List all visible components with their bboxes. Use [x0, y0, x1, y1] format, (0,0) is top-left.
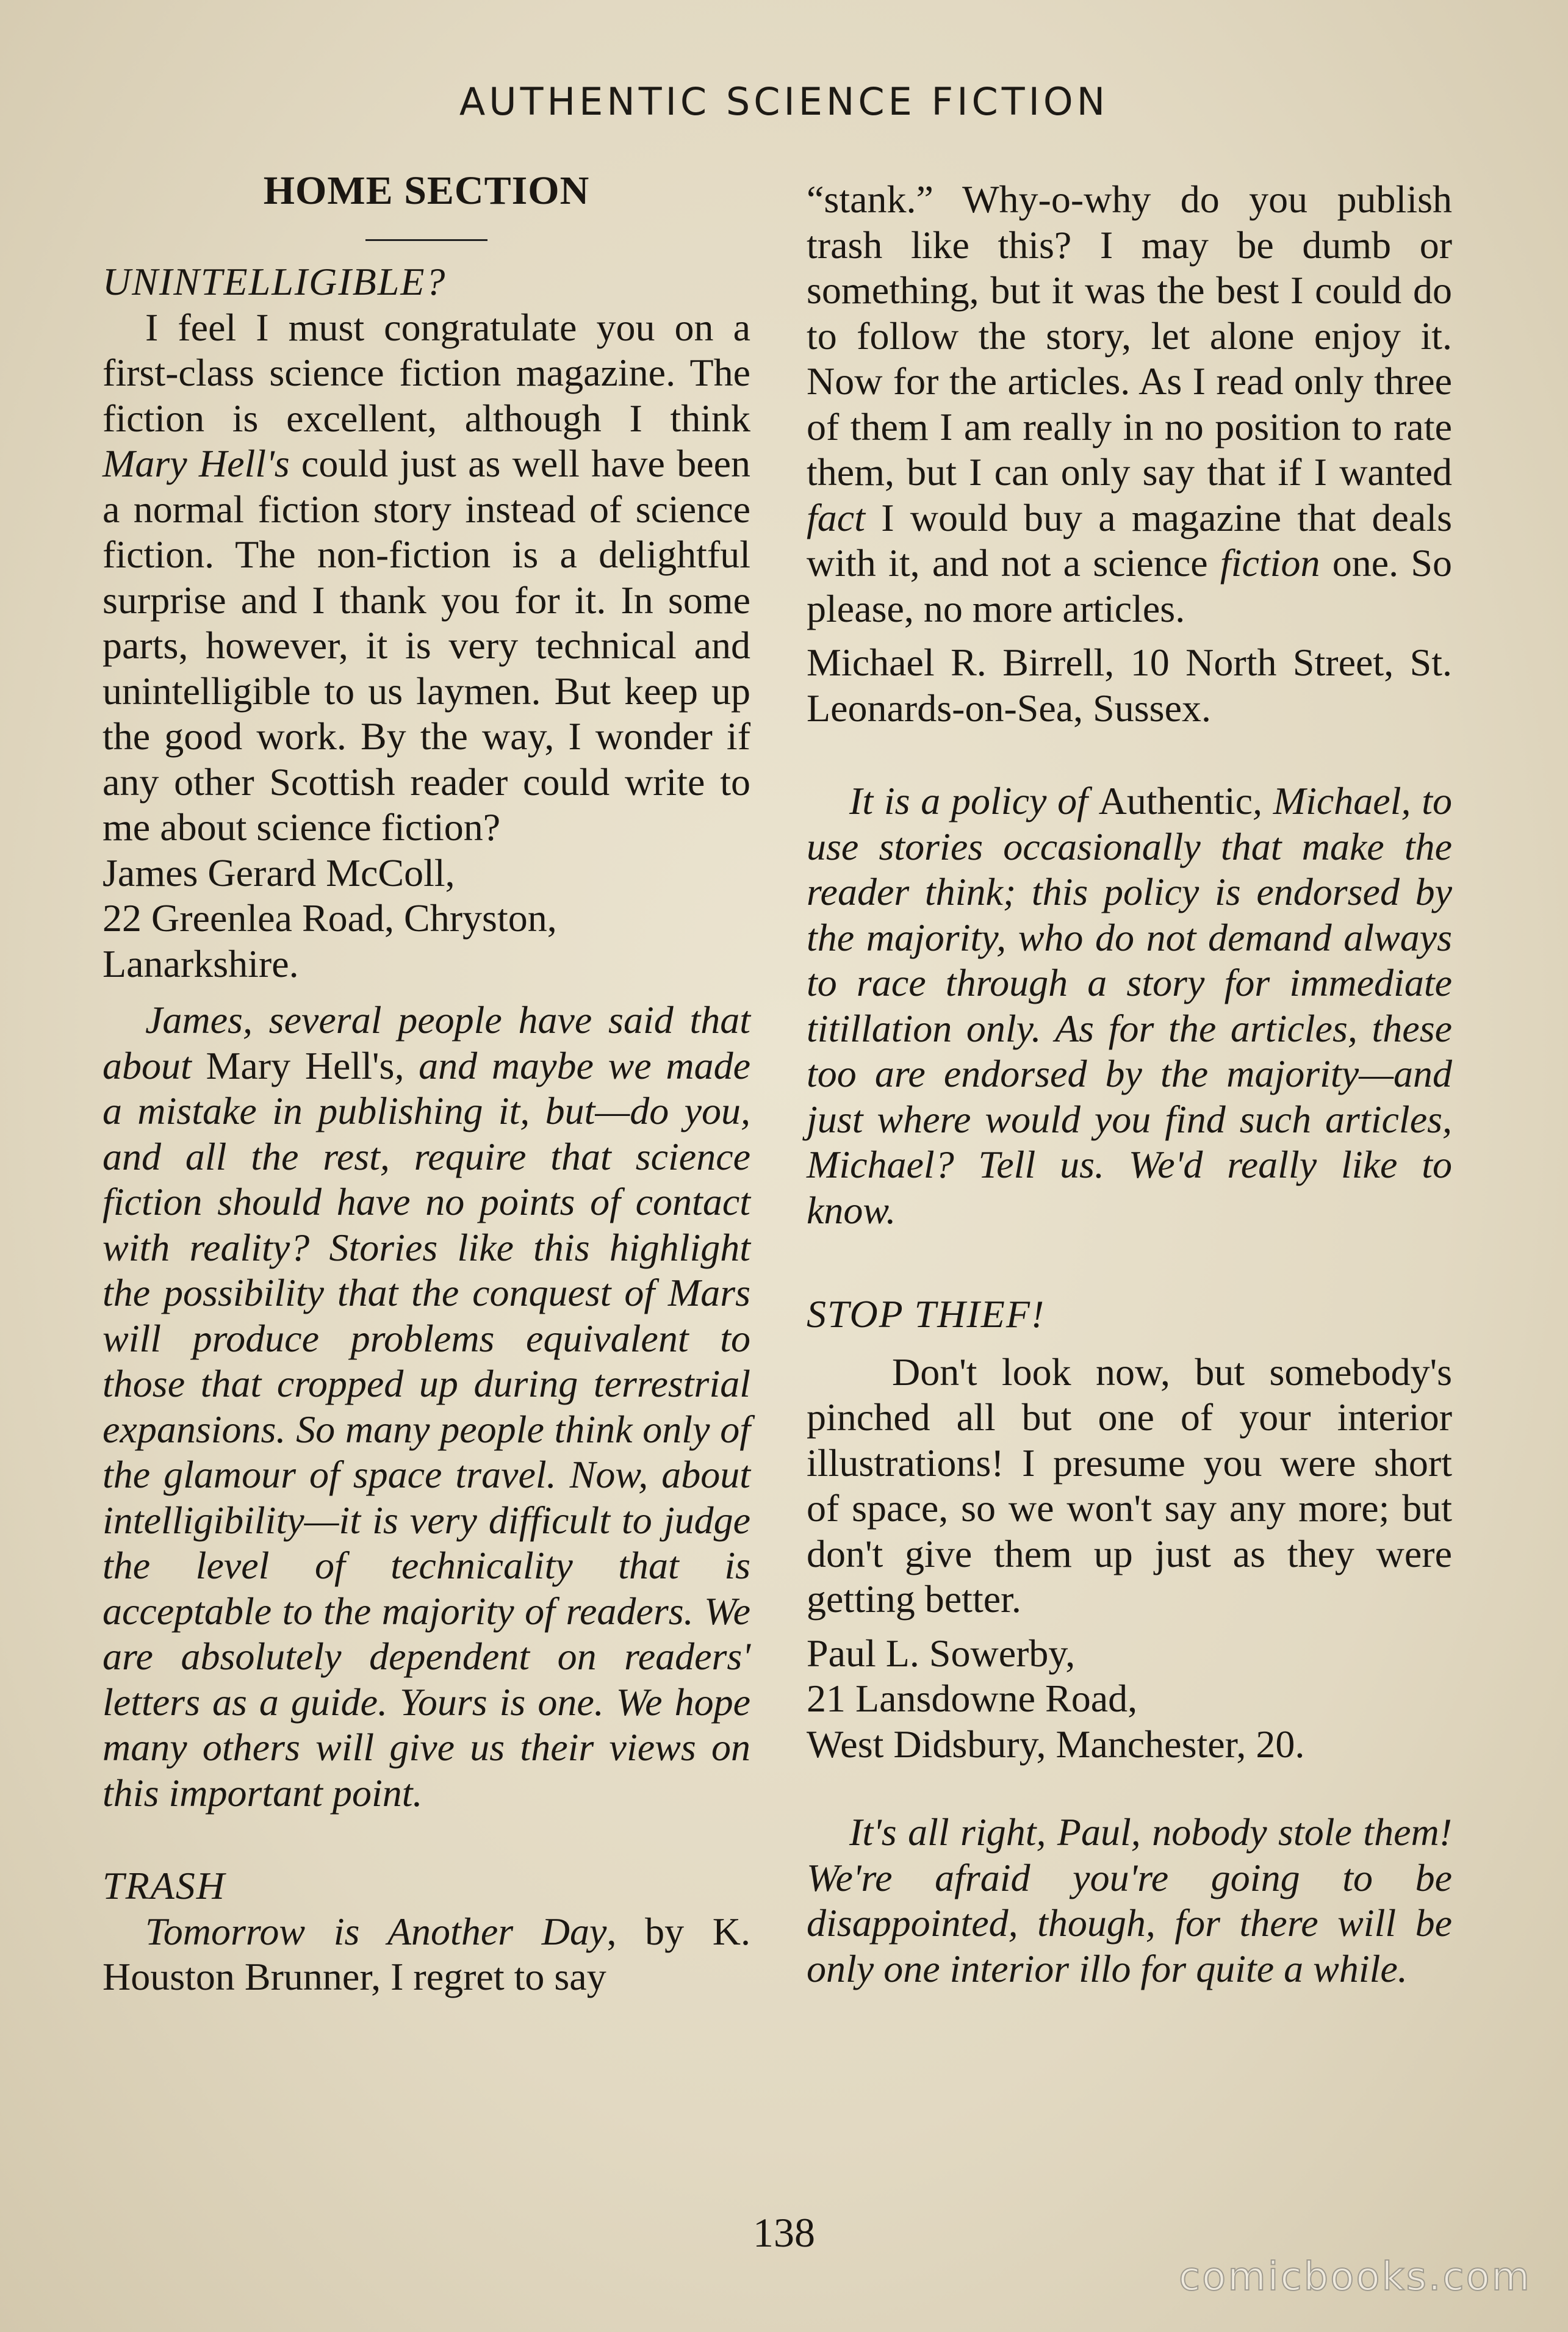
- title-divider: [365, 239, 487, 241]
- letter-signature-sowerby: Paul L. Sowerby, 21 Lansdowne Road, West Didsbury, Manchester, 20.: [807, 1631, 1305, 1766]
- editor-reply-birrell: It is a policy of Authentic, Michael, to use stories occasionally that make the reader think; this policy is endorsed by the majority, who do not demand always to race through a story for immediate titillation only. As for the articles, these too are endorsed by the majority—and just where would you find such articles, Michael? Tell us. We'd really like to know.: [807, 779, 1453, 1232]
- page-number: 138: [753, 2209, 815, 2256]
- letter-heading-unintelligible: UNINTELLIGIBLE?: [102, 260, 447, 303]
- editor-reply-sowerby: It's all right, Paul, nobody stole them! We're afraid you're going to be disappointed, though, for there will be only one interior illo for quite a while.: [807, 1810, 1452, 1990]
- right-column: [807, 177, 1452, 1992]
- letter-signature-birrell: Michael R. Birrell, 10 North Street, St. Leonards-on-Sea, Sussex.: [807, 641, 1452, 730]
- left-column: [102, 166, 750, 2000]
- letter-body-birrell-start: Tomorrow is Another Day, by K. Houston Brunner, I regret to say: [102, 1909, 751, 1998]
- letter-heading-stop-thief: STOP THIEF!: [807, 1292, 1046, 1336]
- letter-signature-mccoll: James Gerard McColl, 22 Greenlea Road, Chryston, Lanarkshire.: [102, 851, 557, 985]
- section-title: HOME SECTION: [263, 168, 590, 213]
- editor-reply-mccoll: James, several people have said that about Mary Hell's, and maybe we made a mistake in publishing it, but—do you, and all the rest, require that science fiction should have no points of contact with reality? Stories like this highlight the possibility that the conquest of Mars will produce problems equivalent to those that cropped up during terrestrial expansions. So many people think only of the glamour of space travel. Now, about intelligibility—it is very difficult to judge the level of technicality that is acceptable to the majority of readers. We are absolutely dependent on readers' letters as a guide. Yours is one. We hope many others will give us their views on this important point.: [102, 998, 750, 1815]
- letter-body-mccoll: I feel I must congratulate you on a first-class science fiction magazine. The fiction is excellent, although I think Mary Hell's could just as well have been a normal fiction story instead of science fiction. The non-fiction is a delightful surprise and I thank you for it. In some parts, however, it is very technical and unintelligible to us laymen. But keep up the good work. By the way, I wonder if any other Scottish reader could write to me about science fiction?: [102, 305, 751, 849]
- watermark: comicbooks.com: [1178, 2255, 1531, 2300]
- running-header: AUTHENTIC SCIENCE FICTION: [459, 79, 1109, 124]
- letter-heading-trash: TRASH: [102, 1864, 226, 1907]
- letter-body-birrell-cont: “stank.” Why-o-why do you publish trash like this? I may be dumb or something, but it was the best I could do to follow the story, let alone enjoy it. Now for the articles. As I read only three of them I am really in no position to rate them, but I can only say that if I wanted fact I would buy a magazine that deals with it, and not a science fiction one. So please, no more articles.: [807, 178, 1453, 630]
- letter-body-sowerby: Don't look now, but somebody's pinched all but one of your interior illustrations! I presume you were short of space, so we won't say any more; but don't give them up just as they were getting better.: [807, 1350, 1452, 1621]
